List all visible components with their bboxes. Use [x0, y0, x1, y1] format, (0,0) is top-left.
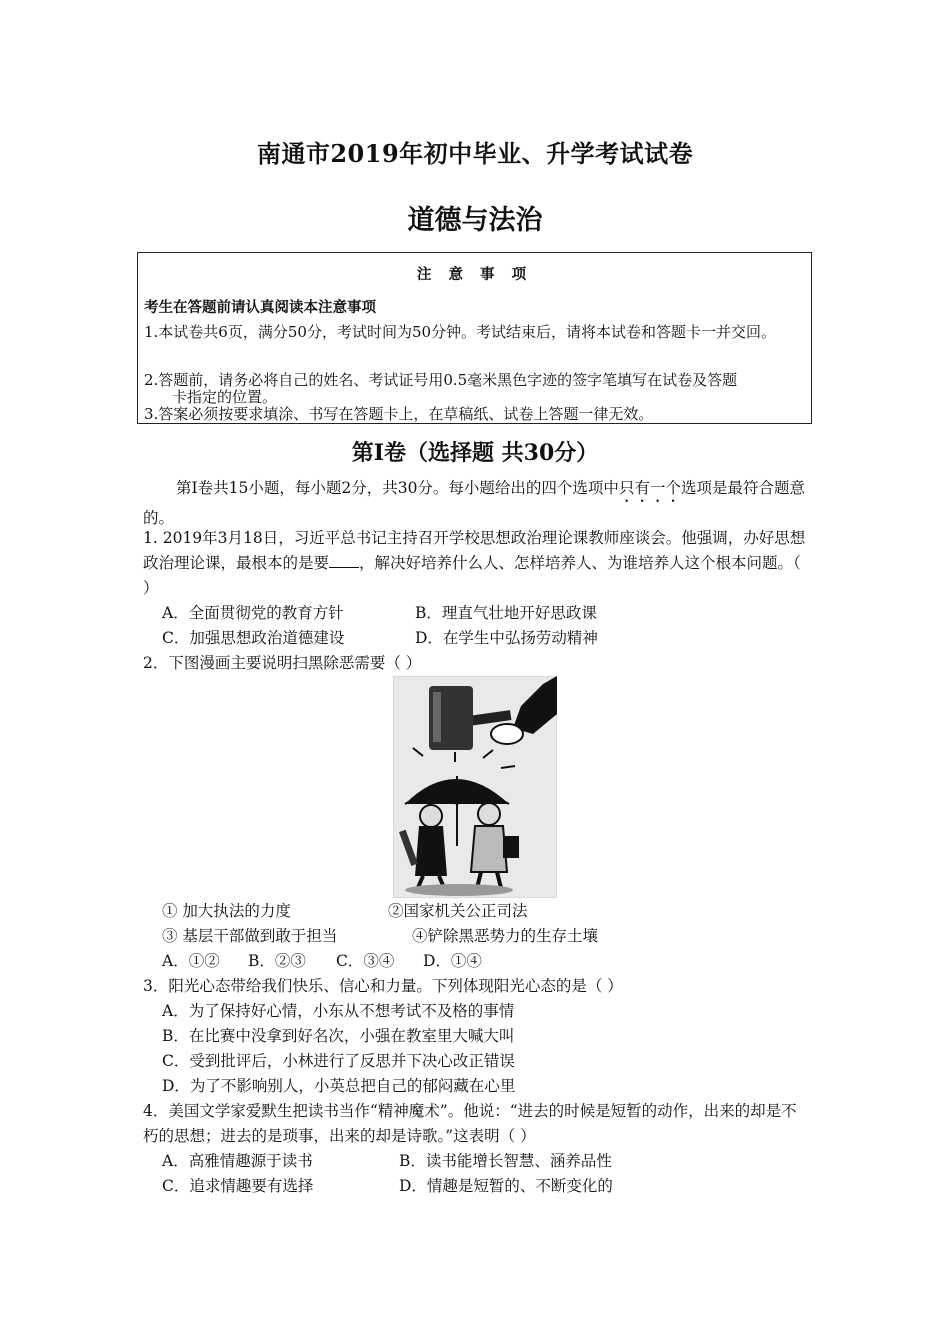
q2-option-d[interactable]: D．①④: [423, 952, 482, 970]
q4-option-d[interactable]: D．情趣是短暂的、不断变化的: [399, 1177, 613, 1195]
q1-option-b[interactable]: B．理直气壮地开好思政课: [415, 604, 597, 622]
q2-option-c[interactable]: C．③④: [336, 952, 395, 970]
q2-statement-3: ③ 基层干部做到敢于担当: [162, 927, 338, 945]
q1-option-a[interactable]: A．全面贯彻党的教育方针: [162, 604, 344, 622]
q1-stem-a: 1. 2019年3月18日，习近平总书记主持召开学校思想政治理论课教师座谈会。他强调，办好思想政治理论课，最根本的是要: [143, 529, 806, 572]
q4-option-a[interactable]: A．高雅情趣源于读书: [162, 1152, 313, 1170]
q2-statement-1: ① 加大执法的力度: [162, 902, 291, 920]
subject-title: 道德与法治: [407, 205, 543, 236]
notice-item-1: 1.本试卷共6页，满分50分，考试时间为50分钟。考试结束后，请将本试卷和答题卡一并交回。: [144, 323, 777, 341]
question-4-stem: 4．美国文学家爱默生把读书当作“精神魔术”。他说：“进去的时候是短暂的动作，出来的却是不朽的思想；进去的是琐事，出来的却是诗歌。”这表明（ ）: [143, 1102, 797, 1145]
notice-heading: 注 意 事 项: [416, 267, 533, 283]
question-2-stem: 2．下图漫画主要说明扫黑除恶需要（ ）: [143, 654, 422, 672]
intro-emphasis: 只有一个: [618, 479, 681, 497]
notice-subheading: 考生在答题前请认真阅读本注意事项: [144, 300, 376, 316]
q2-option-a[interactable]: A．①②: [162, 952, 220, 970]
q2-statement-2: ②国家机关公正司法: [388, 902, 528, 920]
intro-part-a: 第Ⅰ卷共15小题，每小题2分，共30分。每小题给出的四个选项中: [176, 479, 619, 497]
q1-blank: [329, 552, 359, 568]
notice-item-2-text: 2.答题前，请务必将自己的姓名、考试证号用0.5毫米黑色字迹的签字笔填写在试卷及答题: [144, 371, 738, 389]
notice-item-2-cont: 卡指定的位置。: [172, 388, 278, 406]
section-intro: [143, 476, 811, 531]
q4-option-c[interactable]: C．追求情趣要有选择: [162, 1177, 314, 1195]
cartoon-image: [393, 676, 557, 898]
exam-title: 南通市2019年初中毕业、升学考试试卷: [256, 139, 694, 168]
q2-statement-4: ④铲除黑恶势力的生存土壤: [412, 927, 599, 945]
q1-stem-b: ，解决好培养什么人、怎样培养人、为谁培养人这个根本问题。（ ）: [143, 554, 801, 597]
q3-option-c[interactable]: C．受到批评后，小林进行了反思并下决心改正错误: [162, 1052, 515, 1070]
q2-option-b[interactable]: B．②③: [248, 952, 306, 970]
intro-part-c: 选项是最符合题意的。: [143, 479, 805, 527]
q1-option-c[interactable]: C．加强思想政治道德建设: [162, 629, 345, 647]
q4-option-b[interactable]: B．读书能增长智慧、涵养品性: [399, 1152, 612, 1170]
q3-option-d[interactable]: D．为了不影响别人，小英总把自己的郁闷藏在心里: [162, 1077, 516, 1095]
q3-option-a[interactable]: A．为了保持好心情，小东从不想考试不及格的事情: [162, 1002, 515, 1020]
question-3-stem: 3．阳光心态带给我们快乐、信心和力量。下列体现阳光心态的是（ ）: [143, 977, 623, 995]
notice-box: [137, 252, 812, 424]
q1-option-d[interactable]: D．在学生中弘扬劳动精神: [415, 629, 598, 647]
section-title: 第Ⅰ卷（选择题 共30分）: [351, 440, 599, 466]
q3-option-b[interactable]: B．在比赛中没拿到好名次，小强在教室里大喊大叫: [162, 1027, 515, 1045]
question-1-stem: [143, 526, 811, 601]
notice-item-3: 3.答案必须按要求填涂、书写在答题卡上，在草稿纸、试卷上答题一律无效。: [144, 405, 654, 423]
